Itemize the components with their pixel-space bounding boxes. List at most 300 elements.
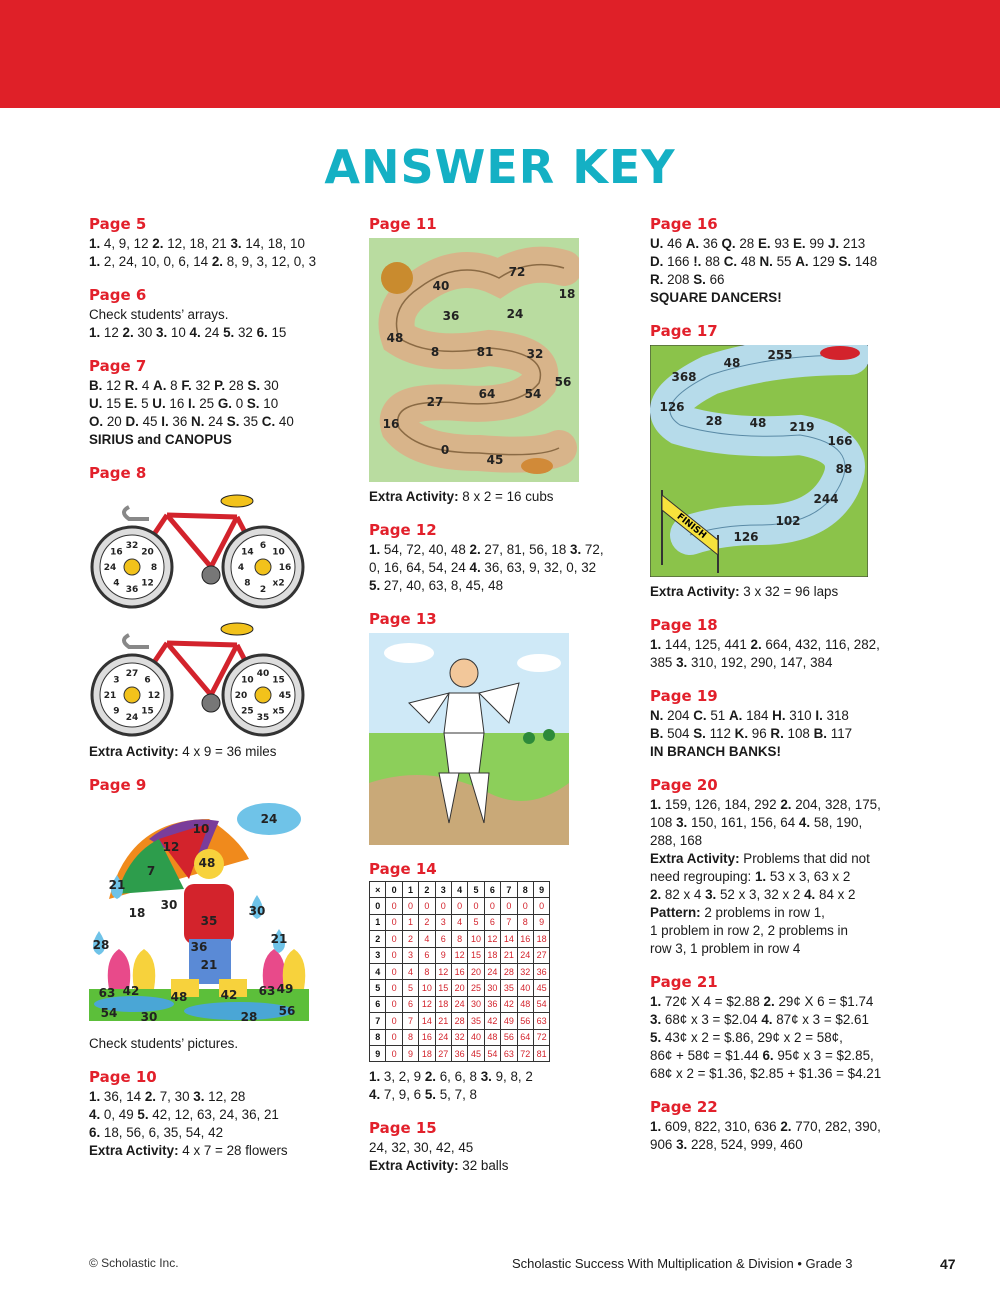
table-cell: 56 bbox=[517, 1013, 533, 1029]
item-marker: 3. bbox=[570, 542, 582, 557]
table-cell: 18 bbox=[484, 947, 500, 963]
item-answer: 53 x 3, 63 x 2 bbox=[766, 869, 851, 884]
item-answer: 770, 282, 390, bbox=[791, 1119, 881, 1134]
answer-line bbox=[650, 993, 920, 1011]
table-cell: 6 bbox=[435, 931, 451, 947]
illustration-number: 18 bbox=[128, 906, 146, 920]
table-cell: 24 bbox=[435, 1029, 451, 1045]
pattern-text: 2 problems in row 1, bbox=[700, 905, 825, 920]
table-cell: 0 bbox=[468, 898, 484, 914]
illustration-number: 48 bbox=[749, 416, 767, 430]
table-cell: 32 bbox=[517, 963, 533, 979]
table-cell: 6 bbox=[402, 996, 418, 1012]
item-answer: 32 bbox=[191, 378, 215, 393]
item-answer: 35 bbox=[239, 414, 262, 429]
illustration-number: 21 bbox=[270, 932, 288, 946]
item-answer: 5 bbox=[137, 396, 153, 411]
table-cell: 7 bbox=[370, 1013, 386, 1029]
item-answer: 28 bbox=[735, 236, 758, 251]
item-answer: 30 bbox=[260, 378, 279, 393]
table-cell: 0 bbox=[484, 898, 500, 914]
item-answer: 28 bbox=[225, 378, 248, 393]
item-answer: 27, 81, 56, 18 bbox=[480, 542, 571, 557]
table-cell: 1 bbox=[402, 914, 418, 930]
illustration-number: 42 bbox=[220, 988, 238, 1002]
item-answer: need regrouping: bbox=[650, 869, 755, 884]
item-answer: 88 bbox=[701, 254, 724, 269]
table-row bbox=[370, 1013, 550, 1029]
item-marker: I. bbox=[188, 396, 196, 411]
illustration-number: 45 bbox=[486, 453, 504, 467]
table-cell: 3 bbox=[370, 947, 386, 963]
section-heading: Page 20 bbox=[650, 776, 718, 794]
page-18-answers bbox=[650, 615, 920, 672]
race-track-illustration bbox=[650, 345, 868, 577]
answer-phrase: SIRIUS and CANOPUS bbox=[89, 432, 232, 447]
answer-line bbox=[89, 1088, 351, 1106]
item-answer: 55 bbox=[772, 254, 796, 269]
item-answer: 12, 18, 21 bbox=[163, 236, 231, 251]
item-marker: 3. bbox=[480, 1069, 492, 1085]
illustration-number: 255 bbox=[767, 348, 793, 362]
page-5-answers bbox=[89, 214, 351, 271]
table-cell: 6 bbox=[370, 996, 386, 1012]
table-cell: 0 bbox=[386, 1029, 402, 1045]
item-answer: 112 bbox=[705, 726, 735, 741]
table-cell: 5 bbox=[402, 980, 418, 996]
table-cell: 12 bbox=[484, 931, 500, 947]
illustration-number: 42 bbox=[122, 984, 140, 998]
column-1 bbox=[89, 214, 351, 1174]
illustration-number: 36 bbox=[125, 585, 139, 595]
path-maze-illustration bbox=[369, 238, 579, 482]
table-row bbox=[370, 1029, 550, 1045]
table-row bbox=[370, 1045, 550, 1061]
section-heading: Page 17 bbox=[650, 322, 718, 340]
item-marker: 2. bbox=[424, 1069, 437, 1085]
table-cell: 8 bbox=[451, 931, 467, 947]
shape-person-illustration bbox=[369, 633, 569, 845]
answer-line bbox=[650, 725, 920, 743]
item-marker: N. bbox=[191, 414, 205, 429]
item-answer: 58, 190, bbox=[810, 815, 863, 830]
item-answer: 10 bbox=[167, 325, 190, 340]
item-marker: A. bbox=[685, 236, 700, 251]
illustration-number: 21 bbox=[108, 878, 126, 892]
item-marker: 1. bbox=[89, 236, 101, 251]
item-marker: P. bbox=[214, 378, 226, 393]
page-9-answers bbox=[89, 775, 351, 1053]
answer-line bbox=[369, 541, 631, 559]
item-marker: E. bbox=[757, 236, 771, 251]
item-marker: E. bbox=[124, 396, 138, 411]
item-answer: 385 bbox=[650, 655, 677, 670]
item-answer: 108 bbox=[783, 726, 814, 741]
item-answer: 42, 12, 63, 24, 36, 21 bbox=[148, 1107, 279, 1122]
item-marker: 2. bbox=[763, 994, 775, 1009]
page-8-answers bbox=[89, 463, 351, 761]
item-answer: 36, 14 bbox=[100, 1089, 145, 1104]
table-cell: 0 bbox=[419, 898, 435, 914]
illustration-number: 28 bbox=[705, 414, 723, 428]
table-cell: 4 bbox=[402, 963, 418, 979]
table-cell: 0 bbox=[386, 898, 402, 914]
item-marker: 1. bbox=[89, 1089, 101, 1104]
item-answer: 228, 524, 999, 460 bbox=[687, 1137, 803, 1152]
section-heading: Page 21 bbox=[650, 973, 718, 991]
illustration-number: 12 bbox=[141, 578, 154, 589]
item-answer: 7, 30 bbox=[156, 1089, 194, 1104]
answer-phrase: IN BRANCH BANKS! bbox=[650, 744, 781, 759]
table-cell: 0 bbox=[386, 1045, 402, 1061]
item-answer: 99 bbox=[805, 236, 828, 251]
item-marker: 1. bbox=[650, 994, 662, 1009]
item-answer: 184 bbox=[742, 708, 773, 723]
item-answer: 8, 9, 3, 12, 0, 3 bbox=[223, 254, 317, 269]
illustration-number: 35 bbox=[256, 713, 270, 723]
page-13-answers bbox=[369, 609, 631, 845]
item-marker: 2. bbox=[780, 797, 792, 812]
illustration-number: 21 bbox=[200, 958, 218, 972]
section-heading: Page 16 bbox=[650, 215, 718, 233]
item-marker: 1. bbox=[650, 797, 662, 812]
answer-line bbox=[650, 1065, 920, 1083]
item-marker: U. bbox=[152, 396, 166, 411]
item-answer: 6, 6, 8 bbox=[436, 1069, 481, 1085]
table-cell: 24 bbox=[517, 947, 533, 963]
answer-line bbox=[650, 235, 920, 253]
table-cell: 32 bbox=[451, 1029, 467, 1045]
table-cell: 6 bbox=[419, 947, 435, 963]
table-cell: 12 bbox=[451, 947, 467, 963]
item-answer: 5, 7, 8 bbox=[436, 1087, 477, 1103]
table-cell: 7 bbox=[501, 914, 517, 930]
table-cell: 9 bbox=[402, 1045, 418, 1061]
table-cell: 6 bbox=[484, 914, 500, 930]
illustration-number: 21 bbox=[103, 691, 117, 701]
table-cell: 14 bbox=[501, 931, 517, 947]
illustration-number: 3 bbox=[113, 675, 120, 686]
section-heading: Page 19 bbox=[650, 687, 718, 705]
item-marker: B. bbox=[89, 378, 103, 393]
illustration-number: 32 bbox=[125, 541, 139, 551]
table-row bbox=[370, 980, 550, 996]
item-marker: J. bbox=[827, 236, 840, 251]
illustration-number: 48 bbox=[170, 990, 188, 1004]
item-answer: 12 bbox=[100, 325, 123, 340]
table-cell: 24 bbox=[484, 963, 500, 979]
answer-text: row 3, 1 problem in row 4 bbox=[650, 941, 801, 956]
table-cell: 16 bbox=[517, 931, 533, 947]
answer-line bbox=[89, 1124, 351, 1142]
table-cell: 0 bbox=[370, 898, 386, 914]
table-cell: 27 bbox=[533, 947, 549, 963]
table-cell: 0 bbox=[386, 980, 402, 996]
illustration-number: 12 bbox=[147, 691, 161, 701]
item-answer: 25 bbox=[195, 396, 218, 411]
item-marker: 4. bbox=[369, 1087, 381, 1103]
extra-activity-answer: 32 balls bbox=[458, 1158, 509, 1174]
item-answer: 86¢ + 58¢ = $1.44 bbox=[650, 1048, 763, 1063]
table-cell: 45 bbox=[468, 1045, 484, 1061]
illustration-number: 56 bbox=[278, 1004, 296, 1018]
illustration-number: 27 bbox=[426, 395, 444, 409]
answer-line bbox=[369, 577, 631, 595]
item-answer: 0, 16, 64, 54, 24 bbox=[369, 560, 470, 575]
illustration-number: 15 bbox=[272, 675, 285, 686]
illustration-number: 368 bbox=[671, 370, 697, 384]
illustration-number: 16 bbox=[110, 547, 123, 558]
table-cell: 0 bbox=[386, 963, 402, 979]
table-cell: 40 bbox=[517, 980, 533, 996]
illustration-number: 20 bbox=[234, 691, 248, 701]
extra-activity-answer: 3 x 32 = 96 laps bbox=[739, 584, 839, 599]
extra-activity-answer: 4 x 9 = 36 miles bbox=[178, 744, 277, 759]
item-answer: 7, 9, 6 bbox=[380, 1087, 425, 1103]
table-cell: 2 bbox=[370, 931, 386, 947]
section-heading: Page 15 bbox=[369, 1119, 437, 1138]
page-6-answers bbox=[89, 285, 351, 342]
item-marker: N. bbox=[650, 708, 664, 723]
table-cell: 30 bbox=[484, 980, 500, 996]
answer-line bbox=[369, 1068, 631, 1086]
illustration-number: 27 bbox=[125, 669, 139, 679]
answer-text: 24, 32, 30, 42, 45 bbox=[369, 1140, 474, 1156]
illustration-number: x2 bbox=[272, 578, 285, 589]
item-marker: A. bbox=[728, 708, 743, 723]
table-cell: 64 bbox=[517, 1029, 533, 1045]
table-cell: 0 bbox=[402, 898, 418, 914]
item-answer: 48 bbox=[737, 254, 760, 269]
item-marker: D. bbox=[125, 414, 139, 429]
item-marker: K. bbox=[734, 726, 749, 741]
table-cell: 42 bbox=[484, 1013, 500, 1029]
item-answer: 52 x 3, 32 x 2 bbox=[716, 887, 805, 902]
item-answer: 30 bbox=[133, 325, 157, 340]
column-2 bbox=[369, 214, 631, 1189]
answer-line bbox=[650, 832, 920, 850]
item-marker: 1. bbox=[89, 254, 101, 269]
page-14-answers bbox=[369, 859, 631, 1104]
table-cell: 25 bbox=[468, 980, 484, 996]
top-color-bar bbox=[0, 0, 1000, 108]
item-answer: 84 x 2 bbox=[815, 887, 856, 902]
item-answer: 95¢ x 3 = $2.85, bbox=[773, 1048, 874, 1063]
table-cell: 2 bbox=[402, 931, 418, 947]
table-cell: 18 bbox=[419, 1045, 435, 1061]
table-cell: 0 bbox=[435, 898, 451, 914]
extra-activity-label: Extra Activity: bbox=[650, 851, 740, 866]
item-answer: 68¢ x 3 = $2.04 bbox=[661, 1012, 762, 1027]
bicycles-illustration bbox=[89, 487, 309, 737]
table-cell: 36 bbox=[484, 996, 500, 1012]
illustration-number: 4 bbox=[237, 563, 245, 573]
extra-activity-label: Extra Activity: bbox=[89, 1143, 179, 1158]
item-marker: 4. bbox=[804, 887, 816, 902]
illustration-number: 6 bbox=[144, 675, 151, 686]
answer-line bbox=[650, 1029, 920, 1047]
item-answer: 87¢ x 3 = $2.61 bbox=[772, 1012, 869, 1027]
item-marker: S. bbox=[226, 414, 240, 429]
illustration-number: 81 bbox=[476, 345, 494, 359]
item-marker: R. bbox=[650, 272, 664, 287]
item-marker: 2. bbox=[122, 325, 134, 340]
table-cell: 54 bbox=[533, 996, 549, 1012]
answer-line bbox=[650, 886, 920, 904]
section-heading: Page 9 bbox=[89, 776, 147, 794]
answer-text: 1 problem in row 2, 2 problems in bbox=[650, 923, 848, 938]
item-answer: 159, 126, 184, 292 bbox=[661, 797, 781, 812]
item-answer: 129 bbox=[808, 254, 839, 269]
table-cell: 0 bbox=[386, 996, 402, 1012]
answer-line bbox=[89, 413, 351, 431]
extra-activity-answer: 8 x 2 = 16 cubs bbox=[458, 489, 554, 504]
item-answer: 72, bbox=[581, 542, 604, 557]
item-answer: 20 bbox=[103, 414, 126, 429]
illustration-number: 244 bbox=[813, 492, 839, 506]
item-marker: 2. bbox=[211, 254, 224, 269]
table-cell: 35 bbox=[501, 980, 517, 996]
table-cell: 45 bbox=[533, 980, 549, 996]
item-answer: 664, 432, 116, 282, bbox=[761, 637, 880, 652]
answer-line bbox=[650, 271, 920, 289]
illustration-number: 30 bbox=[248, 904, 266, 918]
page-12-answers bbox=[369, 520, 631, 595]
table-cell: 21 bbox=[501, 947, 517, 963]
item-answer: 204 bbox=[663, 708, 694, 723]
table-cell: 0 bbox=[386, 947, 402, 963]
item-marker: O. bbox=[89, 414, 104, 429]
item-marker: 2. bbox=[144, 1089, 157, 1104]
item-answer: 93 bbox=[770, 236, 793, 251]
illustration-number: 10 bbox=[192, 822, 210, 836]
illustration-number: 54 bbox=[524, 387, 542, 401]
illustration-number: 64 bbox=[478, 387, 496, 401]
item-marker: D. bbox=[650, 254, 664, 269]
umbrella-girl-illustration bbox=[89, 799, 309, 1029]
item-answer: 310, 192, 290, 147, 384 bbox=[687, 655, 833, 670]
item-answer: 32 bbox=[234, 325, 257, 340]
illustration-number: 2 bbox=[259, 585, 267, 595]
illustration-number: 48 bbox=[198, 856, 216, 870]
answer-text: Check students’ pictures. bbox=[89, 1036, 239, 1051]
extra-activity-answer: Problems that did not bbox=[739, 851, 870, 866]
item-marker: A. bbox=[795, 254, 809, 269]
item-answer: 9, 8, 2 bbox=[491, 1069, 533, 1085]
item-marker: C. bbox=[693, 708, 707, 723]
item-marker: 2. bbox=[650, 887, 662, 902]
item-marker: C. bbox=[261, 414, 276, 429]
table-cell: 0 bbox=[533, 898, 549, 914]
page-11-answers bbox=[369, 214, 631, 506]
illustration-number: x5 bbox=[272, 706, 285, 717]
item-marker: 3. bbox=[676, 1137, 688, 1152]
item-answer: 0, 49 bbox=[100, 1107, 138, 1122]
answer-line bbox=[650, 1047, 920, 1065]
answer-line bbox=[369, 559, 631, 577]
item-marker: U. bbox=[650, 236, 664, 251]
table-cell: 5 bbox=[468, 914, 484, 930]
answer-line bbox=[89, 253, 351, 271]
item-marker: 5. bbox=[650, 1030, 662, 1045]
item-answer: 12 bbox=[102, 378, 125, 393]
illustration-number: 32 bbox=[526, 347, 544, 361]
page-22-answers bbox=[650, 1097, 920, 1154]
item-marker: S. bbox=[838, 254, 852, 269]
item-answer: 36 bbox=[699, 236, 722, 251]
answer-line bbox=[650, 796, 920, 814]
item-marker: 3. bbox=[193, 1089, 205, 1104]
illustration-number: 126 bbox=[659, 400, 685, 414]
page-title: ANSWER KEY bbox=[324, 140, 676, 194]
table-cell: 8 bbox=[402, 1029, 418, 1045]
table-header-cell: 6 bbox=[484, 882, 500, 898]
answer-line bbox=[650, 636, 920, 654]
item-marker: 4. bbox=[761, 1012, 773, 1027]
page-15-answers bbox=[369, 1118, 631, 1175]
section-heading: Page 18 bbox=[650, 616, 718, 634]
section-heading: Page 22 bbox=[650, 1098, 718, 1116]
illustration-number: 63 bbox=[98, 986, 116, 1000]
item-answer: 82 x 4 bbox=[661, 887, 706, 902]
page-7-answers bbox=[89, 356, 351, 449]
table-cell: 30 bbox=[468, 996, 484, 1012]
answer-line bbox=[650, 1118, 920, 1136]
item-answer: 36 bbox=[168, 414, 192, 429]
item-marker: 1. bbox=[650, 637, 662, 652]
table-cell: 20 bbox=[451, 980, 467, 996]
item-marker: C. bbox=[723, 254, 738, 269]
table-row bbox=[370, 898, 550, 914]
item-answer: 72¢ X 4 = $2.88 bbox=[661, 994, 764, 1009]
item-marker: 4. bbox=[89, 1107, 101, 1122]
table-header-cell: 1 bbox=[402, 882, 418, 898]
illustration-number: 25 bbox=[241, 706, 254, 717]
item-marker: 5. bbox=[424, 1087, 437, 1103]
item-marker: S. bbox=[693, 272, 706, 287]
table-cell: 18 bbox=[435, 996, 451, 1012]
item-answer: 148 bbox=[851, 254, 878, 269]
section-heading: Page 11 bbox=[369, 215, 437, 233]
section-heading: Page 13 bbox=[369, 610, 437, 628]
table-header-cell: 9 bbox=[533, 882, 549, 898]
illustration-number: 24 bbox=[103, 563, 117, 573]
table-header-cell: 8 bbox=[517, 882, 533, 898]
table-row bbox=[370, 931, 550, 947]
illustration-number: 102 bbox=[775, 514, 801, 528]
item-answer: 166 bbox=[663, 254, 694, 269]
illustration-number: 16 bbox=[382, 417, 400, 431]
table-cell: 49 bbox=[501, 1013, 517, 1029]
copyright: © Scholastic Inc. bbox=[89, 1256, 179, 1270]
table-cell: 15 bbox=[435, 980, 451, 996]
illustration-number: 48 bbox=[386, 331, 404, 345]
item-marker: S. bbox=[246, 396, 260, 411]
item-marker: N. bbox=[759, 254, 773, 269]
item-answer: 18, 56, 6, 35, 54, 42 bbox=[100, 1125, 224, 1140]
table-header-cell: 5 bbox=[468, 882, 484, 898]
table-cell: 0 bbox=[386, 931, 402, 947]
page-16-answers bbox=[650, 214, 920, 307]
multiplication-table bbox=[369, 881, 550, 1062]
table-cell: 35 bbox=[468, 1013, 484, 1029]
illustration-number: 36 bbox=[442, 309, 460, 323]
item-marker: 1. bbox=[369, 542, 381, 557]
table-cell: 36 bbox=[451, 1045, 467, 1061]
column-3 bbox=[650, 214, 920, 1168]
illustration-number: 49 bbox=[276, 982, 294, 996]
item-answer: 4, 9, 12 bbox=[100, 236, 153, 251]
